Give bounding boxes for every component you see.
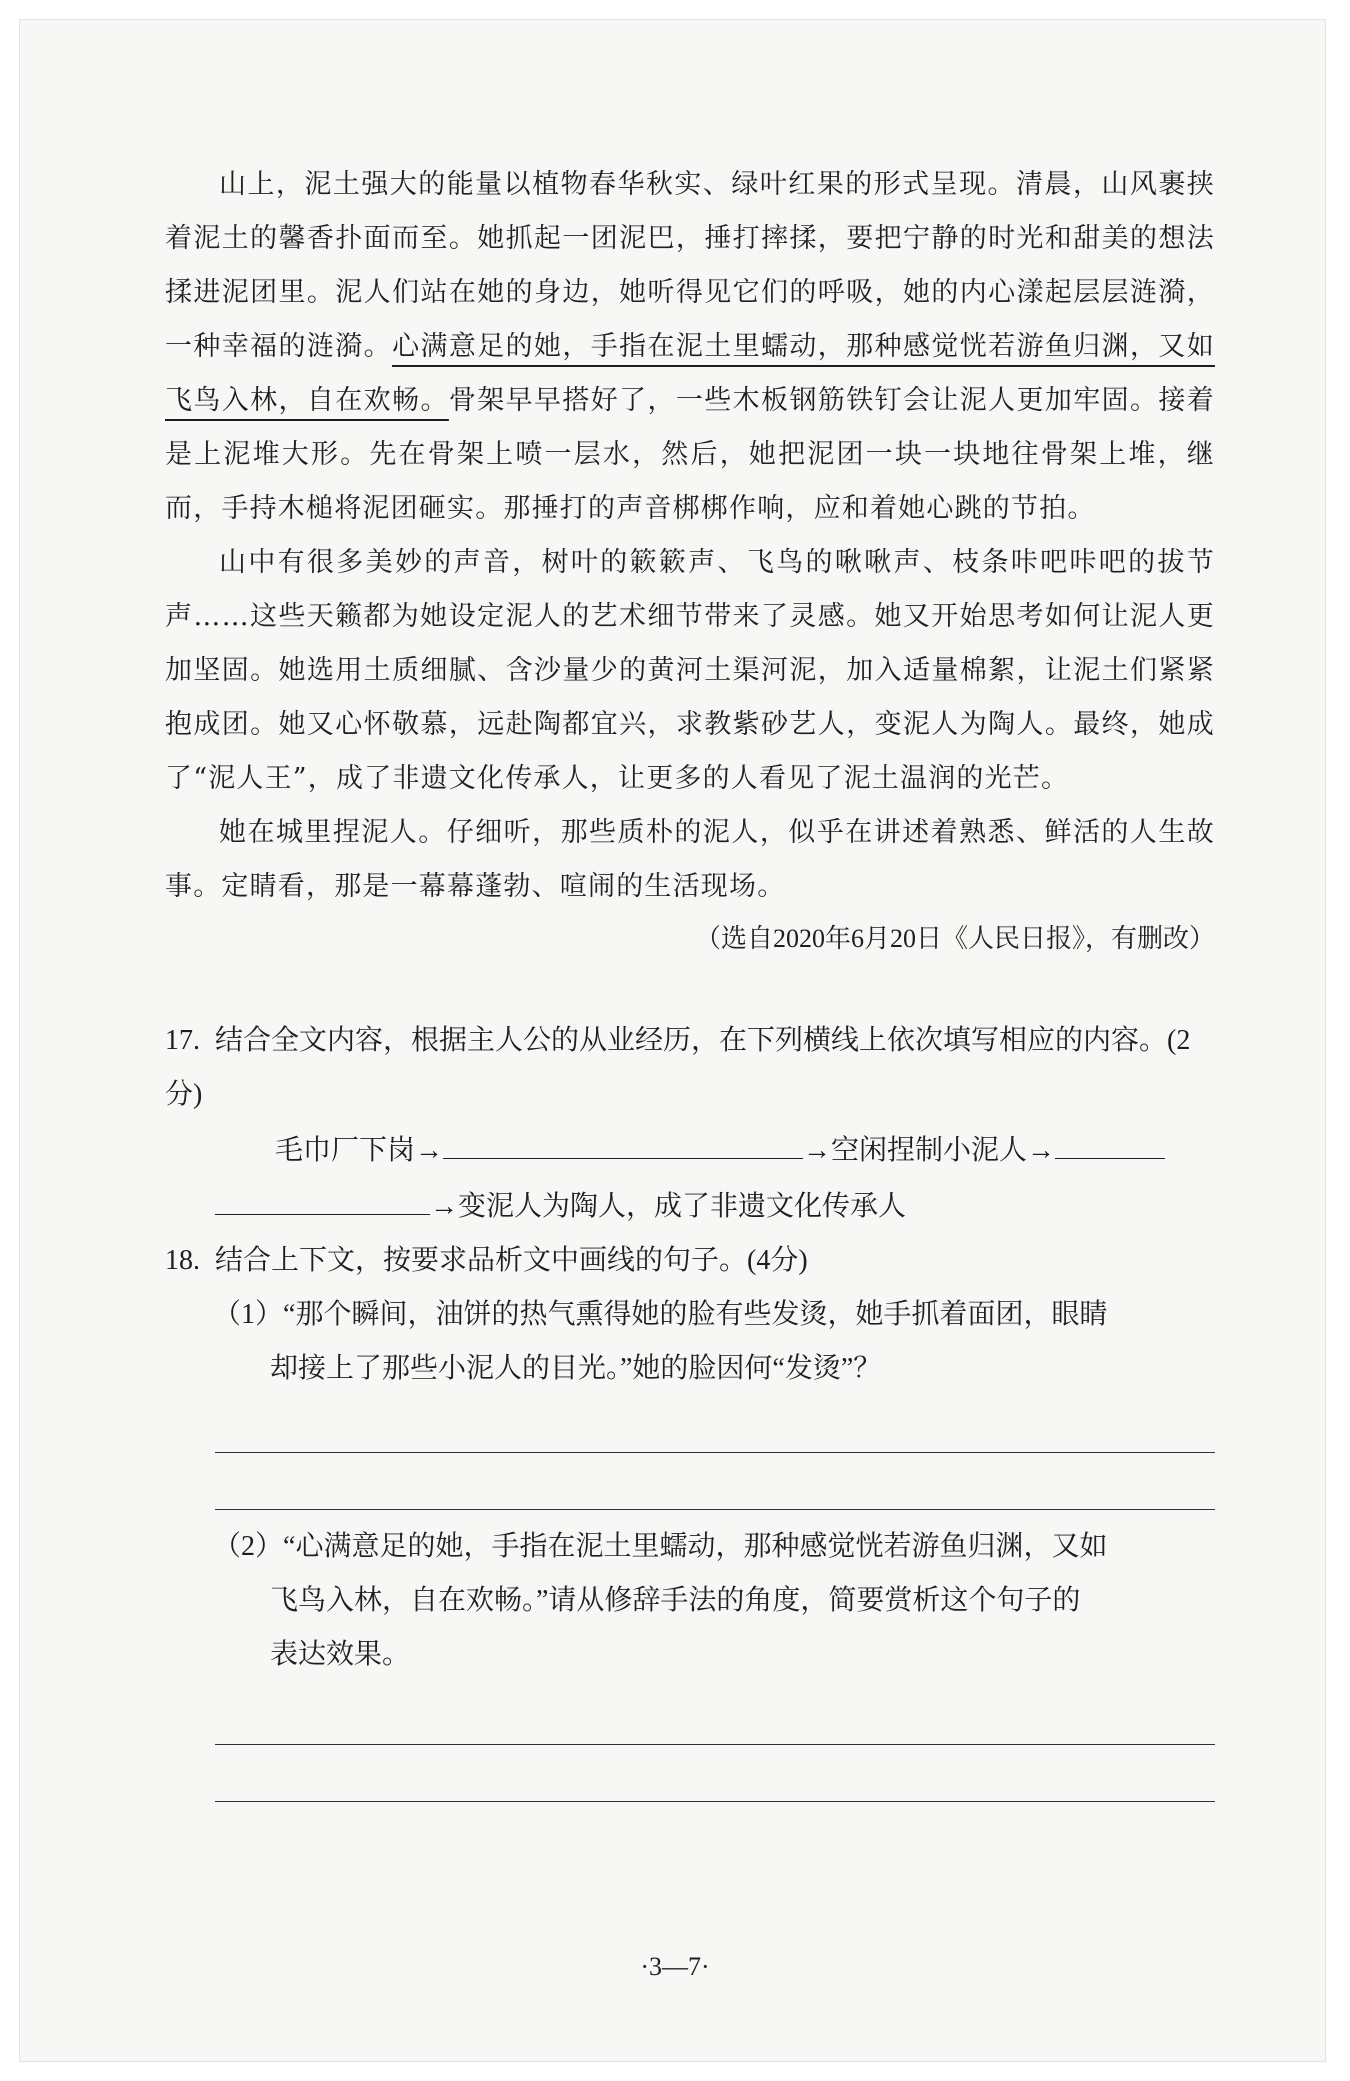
subquestion-number: （1）: [213, 1299, 284, 1330]
subquestion-text: “那个瞬间，油饼的热气熏得她的脸有些发烫，她手抓着面团，眼睛: [283, 1299, 1108, 1330]
page-number: ·3—7·: [640, 1952, 710, 1981]
passage-text: 骨架早早搭好了，一些木板钢筋铁钉会让泥人更加牢固。接着是上泥堆大形。先在骨架上喷一层水，然后，她把泥团一块一块地往骨架上堆，继而，手持木槌将泥团砸实。那捶打的声音梆梆作响，应和着她心跳的节拍。: [165, 385, 1216, 524]
passage-paragraph-3: 她在城里捏泥人。仔细听，那些质朴的泥人，似乎在讲述着熟悉、鲜活的人生故事。定睛看，那是一幕幕蓬勃、喧闹的生活现场。: [165, 817, 1215, 902]
subquestion-text: 表达效果。: [270, 1639, 411, 1670]
passage-text: 山上，泥土强大的能量以植物春华秋实、绿叶红果的形式呈现。清晨，山风裹挟着泥土的馨香扑面而至。她抓起一团泥巴，捶打摔揉，要把宁静的时光和甜美的想法揉进泥团里。泥人们站在她的身边，她听得见它们的呼吸，她的内心漾起层层涟漪，一种幸福的涟漪。: [165, 169, 1215, 362]
fill-row-1: [165, 1122, 1215, 1178]
question-17: [165, 1014, 1215, 1122]
question-text: 结合全文内容，根据主人公的从业经历，在下列横线上依次填写相应的内容。(2分): [165, 1025, 1191, 1110]
subquestion-number: （2）: [213, 1531, 284, 1562]
answer-line[interactable]: [215, 1688, 1215, 1745]
passage-paragraph-2: 山中有很多美妙的声音，树叶的簌簌声、飞鸟的啾啾声、枝条咔吧咔吧的拔节声……这些天籁都为她设定泥人的艺术细节带来了灵感。她又开始思考如何让泥人更加坚固。她选用土质细腻、含沙量少的黄河土渠河泥，加入适量棉絮，让泥土们紧紧抱成团。她又心怀敬慕，远赴陶都宜兴，求教紫砂艺人，变泥人为陶人。最终，她成了“泥人王”，成了非遗文化传承人，让更多的人看见了泥土温润的光芒。: [165, 547, 1215, 794]
answer-line[interactable]: [215, 1745, 1215, 1802]
question-text: 结合上下文，按要求品析文中画线的句子。(4分): [215, 1245, 808, 1276]
question-18: [165, 1234, 1215, 1288]
question-number: 17.: [165, 1025, 200, 1056]
fill-row-2: [165, 1178, 1215, 1234]
question-number: 18.: [165, 1245, 200, 1276]
passage-paragraph-1: [165, 158, 1215, 536]
subquestion-text: 飞鸟入林，自在欢畅。”请从修辞手法的角度，简要赏析这个句子的: [270, 1585, 1081, 1616]
underlined-sentence: 心满意足的她，手指在泥土里蠕动，那种感觉恍若游鱼归渊，又如飞鸟入林，自在欢畅。: [165, 331, 1215, 416]
subquestion-2: [165, 1520, 1215, 1574]
fill-blank[interactable]: [1055, 1122, 1165, 1159]
step-label: →变泥人为陶人，成了非遗文化传承人: [430, 1191, 907, 1222]
fill-blank[interactable]: [443, 1122, 803, 1159]
step-label: →空闲捏制小泥人→: [803, 1135, 1056, 1166]
answer-line[interactable]: [215, 1453, 1215, 1510]
subquestion-text: 却接上了那些小泥人的目光。”她的脸因何“发烫”？: [270, 1353, 882, 1384]
subquestion-text: “心满意足的她，手指在泥土里蠕动，那种感觉恍若游鱼归渊，又如: [283, 1531, 1108, 1562]
source-citation: （选自2020年6月20日《人民日报》，有删改）: [694, 924, 1215, 953]
page-content: [165, 158, 1215, 1802]
fill-blank[interactable]: [215, 1178, 430, 1215]
subquestion-1: [165, 1288, 1215, 1342]
answer-line[interactable]: [215, 1396, 1215, 1453]
step-label: 毛巾厂下岗→: [275, 1135, 444, 1166]
